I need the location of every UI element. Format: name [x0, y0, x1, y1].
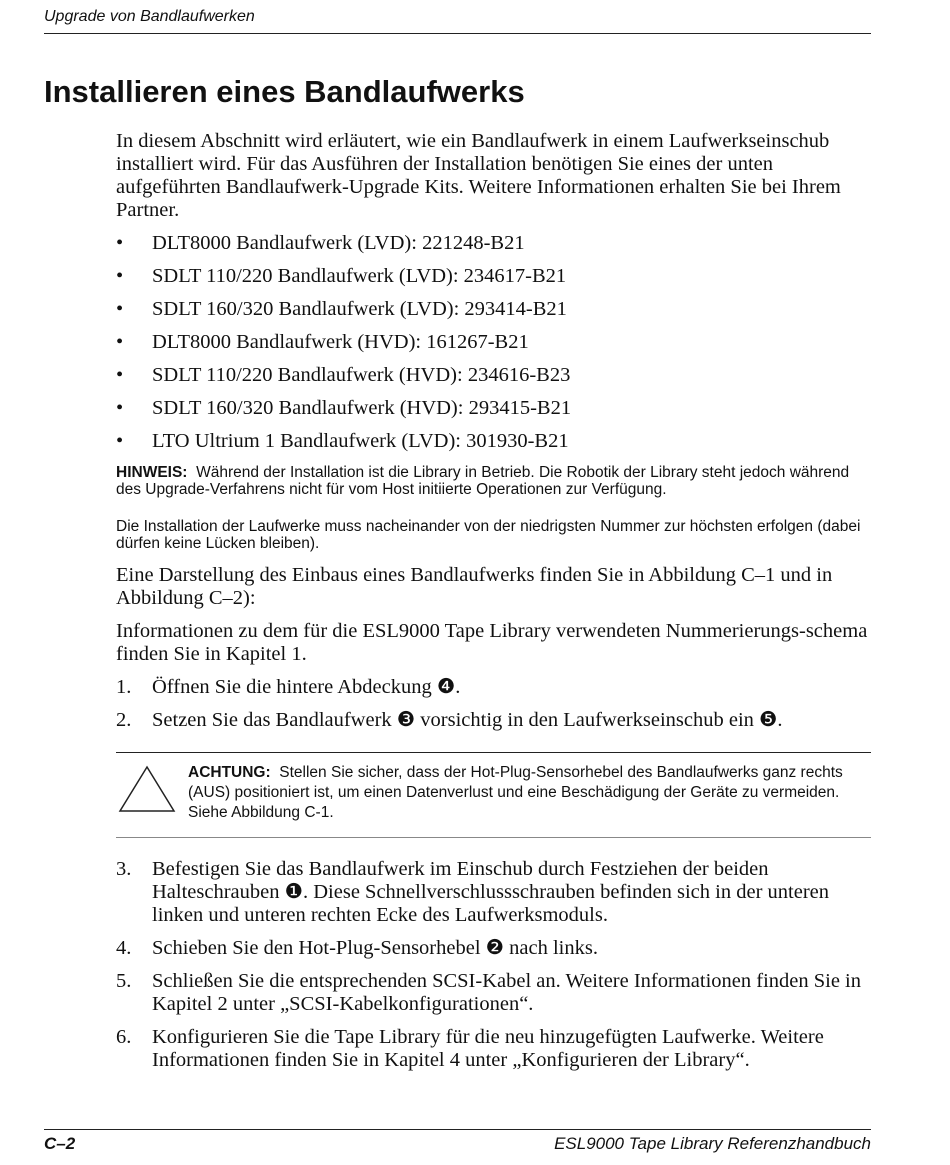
- list-item: [116, 364, 871, 387]
- note-label: HINWEIS:: [116, 464, 188, 481]
- step-number: 6.: [116, 1026, 132, 1048]
- step-number: 4.: [116, 937, 132, 959]
- step-number: 2.: [116, 709, 132, 731]
- bullet-marker: •: [116, 397, 124, 419]
- step-text: Setzen Sie das Bandlaufwerk ❸ vorsichtig in den Laufwerkseinschub ein ❺.: [152, 709, 783, 731]
- step-item: [116, 676, 871, 699]
- kit-list: [116, 232, 871, 453]
- kit-name: SDLT 160/320 Bandlaufwerk (HVD): 293415-B21: [152, 397, 572, 419]
- step-text: Schließen Sie die entsprechenden SCSI-Kabel an. Weitere Informationen finden Sie in Kapitel 2 unter „SCSI-Kabelkonfigurationen“.: [152, 970, 862, 1015]
- list-item: [116, 265, 871, 288]
- list-item: [116, 331, 871, 354]
- step-number: 5.: [116, 970, 132, 992]
- list-item: [116, 397, 871, 420]
- step-number: 3.: [116, 858, 132, 880]
- caution-label: ACHTUNG:: [188, 764, 271, 781]
- page-title: Installieren eines Bandlaufwerks: [44, 74, 525, 109]
- intro-paragraph: In diesem Abschnitt wird erläutert, wie ein Bandlaufwerk in einem Laufwerkseinschub installiert wird. Für das Ausführen der Installation benötigen Sie eines der unten aufgeführten Bandlaufwerk-Upgrade Kits. Weitere Informationen erhalten Sie bei Ihrem Partner.: [116, 130, 841, 221]
- kit-name: SDLT 160/320 Bandlaufwerk (LVD): 293414-B21: [152, 298, 567, 320]
- steps-list-b: [116, 858, 871, 1072]
- step-text: Befestigen Sie das Bandlaufwerk im Einschub durch Festziehen der beiden Halteschrauben ❶. Diese Schnellverschlussschrauben befinden sich in der unteren linken und unteren rechten Ecke des Laufwerksmoduls.: [152, 858, 830, 926]
- bullet-marker: •: [116, 364, 124, 386]
- bullet-marker: •: [116, 331, 124, 353]
- step-item: [116, 1026, 871, 1072]
- step-number: 1.: [116, 676, 132, 698]
- numbering-paragraph: Informationen zu dem für die ESL9000 Tape Library verwendeten Nummerierungs-schema finden Sie in Kapitel 1.: [116, 620, 868, 665]
- page-footer: [44, 1129, 871, 1160]
- kit-name: SDLT 110/220 Bandlaufwerk (LVD): 234617-B21: [152, 265, 567, 287]
- kit-name: DLT8000 Bandlaufwerk (LVD): 221248-B21: [152, 232, 525, 254]
- bullet-marker: •: [116, 232, 124, 254]
- bullet-marker: •: [116, 430, 124, 452]
- step-item: [116, 858, 871, 927]
- figures-paragraph: Eine Darstellung des Einbaus eines Bandlaufwerks finden Sie in Abbildung C–1 und in Abbildung C–2):: [116, 564, 833, 609]
- steps-list-a: [116, 676, 871, 732]
- note-block: [116, 464, 876, 498]
- step-text: Schieben Sie den Hot-Plug-Sensorhebel ❷ nach links.: [152, 937, 598, 959]
- running-header: [44, 8, 871, 34]
- step-text: Konfigurieren Sie die Tape Library für die neu hinzugefügten Laufwerke. Weitere Informationen finden Sie in Kapitel 4 unter „Konfigurieren der Library“.: [152, 1026, 824, 1071]
- list-item: [116, 298, 871, 321]
- caution-message: Stellen Sie sicher, dass der Hot-Plug-Sensorhebel des Bandlaufwerks ganz rechts (AUS) positioniert ist, um einen Datenverlust und eine Beschädigung der Geräte zu vermeiden. Siehe Abbildung C-1.: [188, 764, 843, 821]
- list-item: [116, 430, 871, 453]
- bullet-marker: •: [116, 298, 124, 320]
- caution-box: [116, 752, 871, 838]
- bullet-marker: •: [116, 265, 124, 287]
- page-number: C–2: [44, 1134, 76, 1153]
- caution-text: [188, 763, 878, 823]
- running-header-title: Upgrade von Bandlaufwerken: [44, 8, 255, 25]
- kit-name: SDLT 110/220 Bandlaufwerk (HVD): 234616-B23: [152, 364, 571, 386]
- step-item: [116, 937, 871, 960]
- note-text-2: Die Installation der Laufwerke muss nacheinander von der niedrigsten Nummer zur höchsten erfolgen (dabei dürfen keine Lücken bleiben).: [116, 518, 861, 552]
- step-text: Öffnen Sie die hintere Abdeckung ❹.: [152, 676, 461, 698]
- list-item: [116, 232, 871, 255]
- warning-triangle-icon: [118, 765, 176, 813]
- step-item: [116, 709, 871, 732]
- kit-name: DLT8000 Bandlaufwerk (HVD): 161267-B21: [152, 331, 529, 353]
- note-text: Während der Installation ist die Library in Betrieb. Die Robotik der Library steht jedoch während des Upgrade-Verfahrens nicht für vom Host initiierte Operationen zur Verfügung.: [116, 464, 850, 498]
- kit-name: LTO Ultrium 1 Bandlaufwerk (LVD): 301930-B21: [152, 430, 569, 452]
- book-title: ESL9000 Tape Library Referenzhandbuch: [554, 1134, 871, 1153]
- step-item: [116, 970, 871, 1016]
